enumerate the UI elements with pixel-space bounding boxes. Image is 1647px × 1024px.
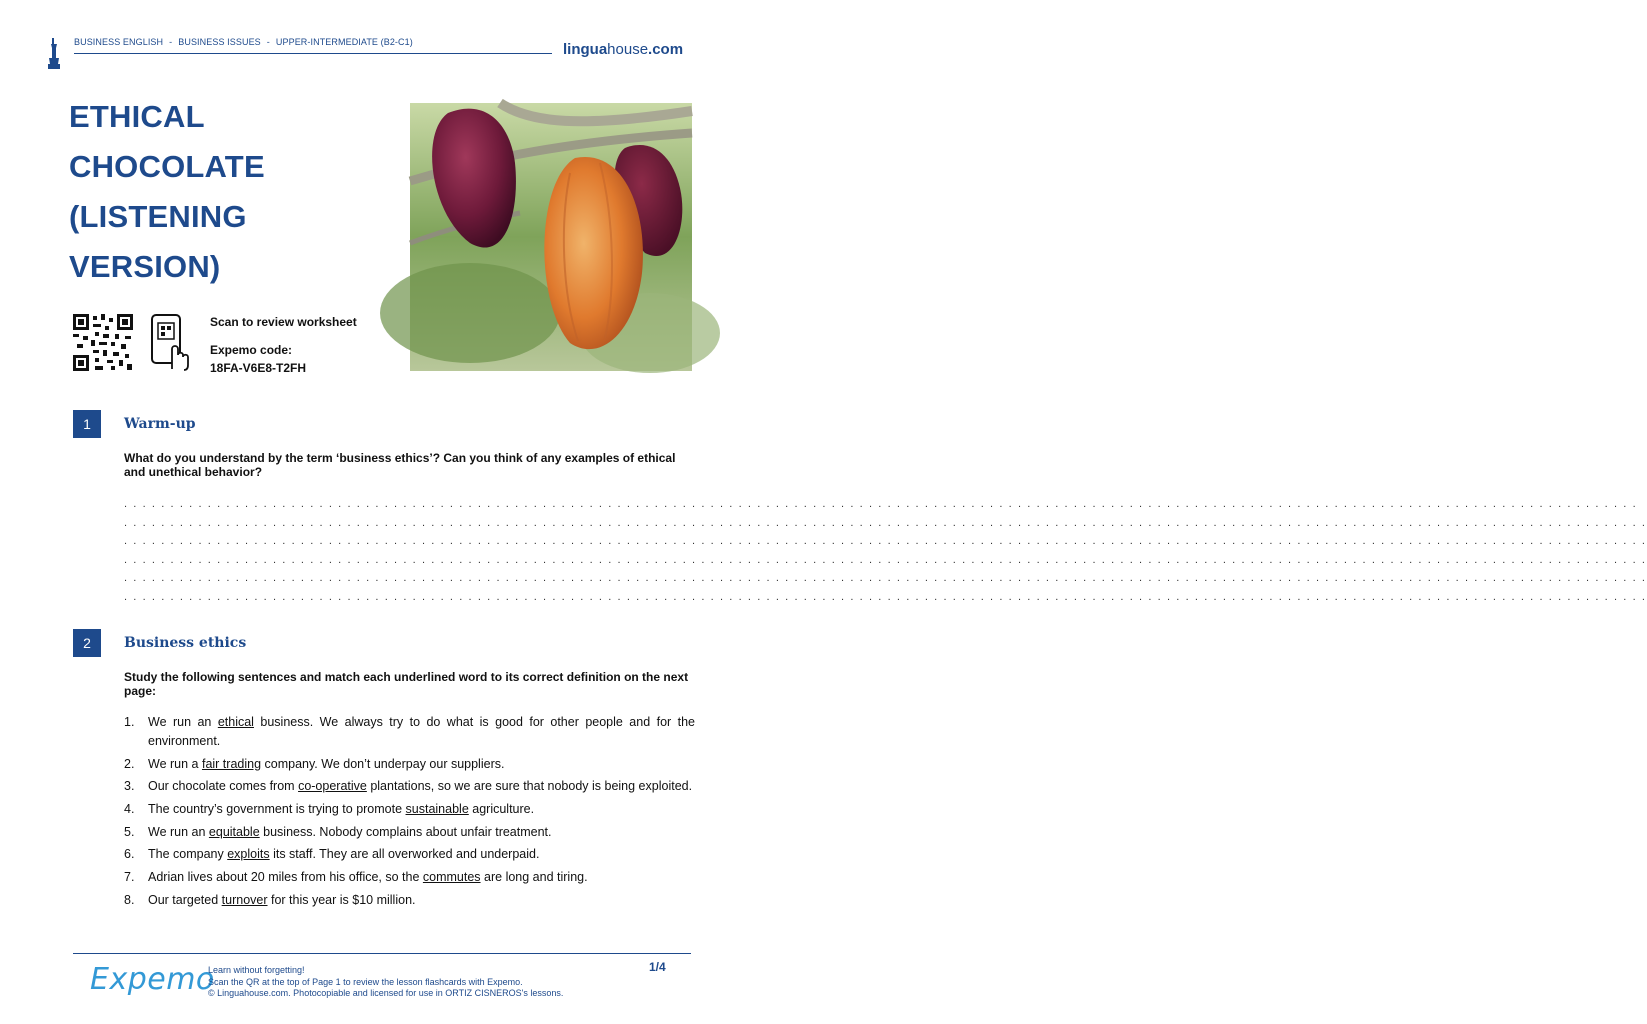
item-text: We run a — [148, 756, 202, 771]
underlined-word: exploits — [227, 847, 270, 862]
footer-tagline: Learn without forgetting! — [208, 965, 305, 975]
underlined-word: co-operative — [298, 779, 367, 794]
breadcrumb-separator: - — [266, 37, 270, 47]
item-text: The country’s government is trying to promote — [148, 802, 406, 817]
item-number: 6. — [124, 847, 135, 862]
answer-line[interactable]: . . . . . . . . . . . . . . . . . . . . . . . . . . . . . . . . . . . . . . . . . . . . . . . . . . . . . . . . . . . . . . . . . . . . . . . . . . . . . . . . . . . . . . . . . . . . . . . . . . . . . . . . . . . . . . . . . . . . . . . . . . . . . . . . . . . . . . . . . . . . . . . . . . . . . . . . . . . . . . . . . . . — [124, 498, 1638, 510]
underlined-word: ethical — [217, 715, 254, 729]
section-number-1: 1 — [73, 410, 101, 438]
item-text: business. We always try to do what is good for other people and for the environment. — [148, 715, 695, 748]
item-text: Our chocolate comes from — [148, 779, 299, 794]
section-title-warm-up: Warm-up — [124, 416, 196, 432]
item-text: its staff. They are all overworked and underpaid. — [269, 847, 540, 862]
expemo-code: 18FA-V6E8-T2FH — [210, 361, 307, 375]
item-text: Adrian lives about 20 miles from his office, so the — [148, 870, 423, 885]
item-number: 7. — [124, 870, 135, 885]
breadcrumb-item[interactable]: BUSINESS ISSUES — [178, 37, 261, 47]
item-text: plantations, so we are sure that nobody is being exploited. — [366, 779, 693, 794]
title-line: CHOCOLATE — [69, 149, 265, 184]
title-line: VERSION) — [69, 249, 221, 284]
qr-code[interactable] — [73, 314, 133, 371]
warm-up-instruction: What do you understand by the term ‘business ethics’? Can you think of any examples of ethical and unethical behavior? — [124, 451, 676, 479]
section-number-2: 2 — [73, 629, 101, 657]
underlined-word: fair trading — [201, 756, 262, 771]
item-number: 3. — [124, 779, 135, 794]
answer-line[interactable]: . . . . . . . . . . . . . . . . . . . . . . . . . . . . . . . . . . . . . . . . . . . . . . . . . . . . . . . . . . . . . . . . . . . . . . . . . . . . . . . . . . . . . . . . . . . . . . . . . . . . . . . . . . . . . . . . . . . . . . . . . . . . . . . . . . . . . . . . . . . . . . . . . . . . . . . . . . . . . . . . . . . . — [124, 535, 1647, 547]
list-item — [124, 755, 695, 774]
brand-part-lingua: lingua — [563, 41, 608, 58]
list-item — [124, 777, 695, 796]
brand-part-house: house — [607, 41, 649, 58]
item-text: We run an — [148, 824, 209, 839]
section-title-business-ethics: Business ethics — [124, 635, 247, 651]
expemo-code-label: Expemo code: — [210, 343, 293, 357]
item-number: 4. — [124, 802, 135, 817]
sentence-list — [124, 713, 695, 914]
item-text: for this year is $10 million. — [267, 892, 416, 907]
brand-logo[interactable] — [563, 41, 683, 58]
statue-of-liberty-icon — [46, 38, 62, 70]
brand-part-com: .com — [648, 41, 684, 58]
list-item — [124, 713, 695, 751]
item-text: We run an — [148, 715, 218, 729]
item-text: The company — [148, 847, 228, 862]
item-text: business. Nobody complains about unfair treatment. — [259, 824, 552, 839]
page-title — [69, 92, 369, 292]
answer-line[interactable]: . . . . . . . . . . . . . . . . . . . . . . . . . . . . . . . . . . . . . . . . . . . . . . . . . . . . . . . . . . . . . . . . . . . . . . . . . . . . . . . . . . . . . . . . . . . . . . . . . . . . . . . . . . . . . . . . . . . . . . . . . . . . . . . . . . . . . . . . . . . . . . . . . . . . . . . . . . . . . . . . . . . . — [124, 572, 1647, 584]
item-number: 2. — [124, 756, 135, 771]
item-text: are long and tiring. — [480, 870, 588, 885]
item-number: 1. — [124, 715, 135, 729]
underlined-word: sustainable — [405, 802, 469, 817]
footer-instruction: Scan the QR at the top of Page 1 to review the lesson flashcards with Expemo. — [208, 976, 523, 987]
breadcrumb-item[interactable]: UPPER-INTERMEDIATE (B2-C1) — [275, 37, 413, 47]
breadcrumb-item[interactable]: BUSINESS ENGLISH — [74, 37, 164, 47]
item-text: Our targeted — [148, 892, 222, 907]
title-line: (LISTENING — [69, 199, 247, 234]
list-item — [124, 800, 695, 819]
underlined-word: commutes — [422, 870, 481, 885]
scan-info — [210, 313, 357, 377]
list-item — [124, 891, 695, 910]
answer-line[interactable]: . . . . . . . . . . . . . . . . . . . . . . . . . . . . . . . . . . . . . . . . . . . . . . . . . . . . . . . . . . . . . . . . . . . . . . . . . . . . . . . . . . . . . . . . . . . . . . . . . . . . . . . . . . . . . . . . . . . . . . . . . . . . . . . . . . . . . . . . . . . . . . . . . . . . . . . . . . . . . . . . . . . . — [124, 553, 1647, 566]
cocoa-pods-photo — [410, 103, 692, 371]
underlined-word: equitable — [208, 824, 260, 839]
item-text: agriculture. — [468, 802, 535, 817]
answer-line[interactable]: . . . . . . . . . . . . . . . . . . . . . . . . . . . . . . . . . . . . . . . . . . . . . . . . . . . . . . . . . . . . . . . . . . . . . . . . . . . . . . . . . . . . . . . . . . . . . . . . . . . . . . . . . . . . . . . . . . . . . . . . . . . . . . . . . . . . . . . . . . . . . . . . . . . . . . . . . . . . . . . . . . . . — [124, 516, 1647, 529]
page-number: 1/4 — [649, 960, 666, 974]
phone-scan-icon — [150, 313, 192, 371]
item-number: 8. — [124, 892, 135, 907]
list-item — [124, 845, 695, 864]
scan-label: Scan to review worksheet — [210, 315, 357, 329]
breadcrumb-separator: - — [169, 37, 173, 47]
answer-line[interactable]: . . . . . . . . . . . . . . . . . . . . . . . . . . . . . . . . . . . . . . . . . . . . . . . . . . . . . . . . . . . . . . . . . . . . . . . . . . . . . . . . . . . . . . . . . . . . . . . . . . . . . . . . . . . . . . . . . . . . . . . . . . . . . . . . . . . . . . . . . . . . . . . . . . . . . . . . . . . . . . . . . . . . — [124, 590, 1647, 603]
item-text: company. We don’t underpay our suppliers. — [261, 756, 505, 771]
header-divider — [74, 53, 552, 54]
expemo-logo[interactable]: Expemo — [90, 962, 215, 997]
breadcrumb — [74, 37, 413, 47]
underlined-word: turnover — [221, 892, 268, 907]
item-number: 5. — [124, 824, 135, 839]
footer-copyright: © Linguahouse.com. Photocopiable and licensed for use in ORTIZ CISNEROS's lessons. — [208, 988, 564, 998]
business-ethics-instruction: Study the following sentences and match each underlined word to its correct definition on the next page: — [124, 670, 689, 698]
answer-lines[interactable] — [124, 495, 1647, 606]
footer-text — [208, 965, 563, 1000]
list-item — [124, 868, 695, 887]
footer-divider — [73, 953, 691, 954]
list-item — [124, 823, 695, 842]
title-line: ETHICAL — [69, 99, 205, 134]
